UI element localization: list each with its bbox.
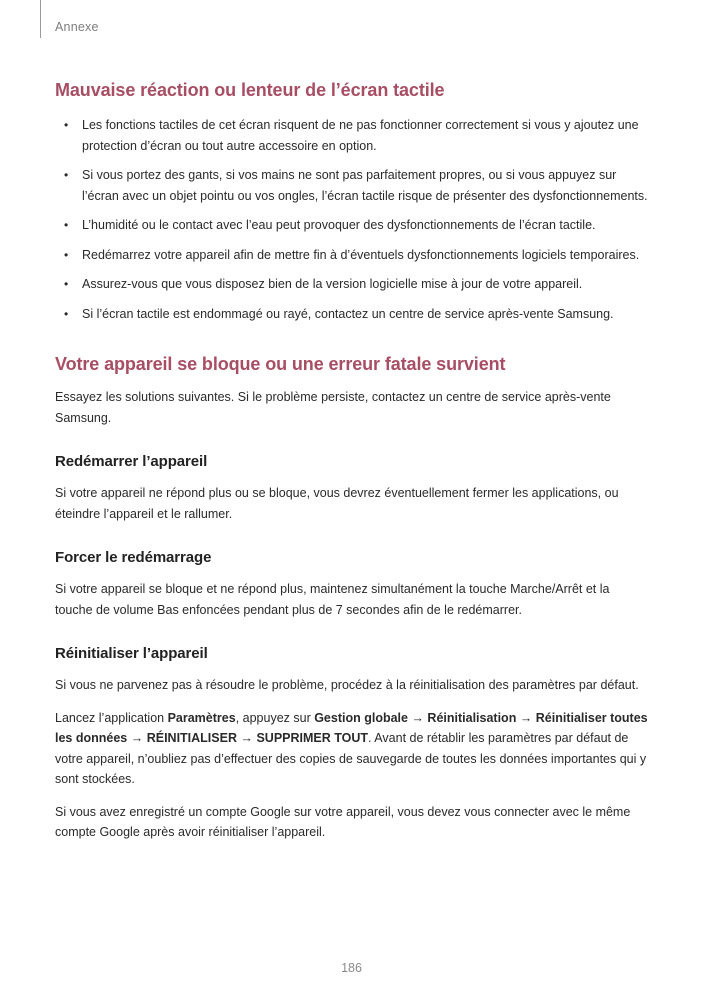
bullet-icon: • — [64, 168, 69, 182]
list-item — [55, 304, 648, 325]
list-item — [55, 245, 648, 266]
page-number: 186 — [341, 961, 362, 975]
list-item-text: Redémarrez votre appareil afin de mettre fin à d’éventuels dysfonctionnements logiciels temporaires. — [82, 247, 640, 262]
bullet-icon: • — [64, 118, 69, 132]
list-item — [55, 165, 648, 206]
bullet-icon: • — [64, 247, 69, 262]
bullet-icon: • — [64, 306, 69, 321]
paragraph: Si votre appareil se bloque et ne répond plus, maintenez simultanément la touche Marche/Arrêt et la touche de volume Bas enfoncées pendant plus de 7 secondes afin de le redémarrer. — [55, 582, 610, 617]
list-item — [55, 274, 648, 295]
header-corner-rule — [40, 0, 41, 38]
touch-issues-list — [55, 115, 648, 324]
list-item-text: Les fonctions tactiles de cet écran risquent de ne pas fonctionner correctement si vous y ajoutez une protection d’écran ou tout autre accessoire en option. — [82, 118, 639, 153]
subsection-title: Redémarrer l’appareil — [55, 453, 208, 470]
list-item — [55, 115, 648, 156]
list-item-text: Si l’écran tactile est endommagé ou rayé, contactez un centre de service après-vente Samsung. — [82, 306, 614, 321]
section-title-touchscreen: Mauvaise réaction ou lenteur de l’écran tactile — [55, 80, 445, 100]
paragraph: Si vous avez enregistré un compte Google sur votre appareil, vous devez vous connecter avec le même compte Google après avoir réinitialiser l’appareil. — [55, 804, 631, 839]
bullet-icon: • — [64, 277, 69, 291]
subsection-title: Réinitialiser l’appareil — [55, 645, 208, 662]
paragraph: Si vous ne parvenez pas à résoudre le problème, procédez à la réinitialisation des paramètres par défaut. — [55, 678, 639, 692]
freeze-intro-paragraph: Essayez les solutions suivantes. Si le problème persiste, contactez un centre de service après-vente Samsung. — [55, 390, 611, 425]
subsections — [55, 453, 648, 843]
list-item-text: L’humidité ou le contact avec l’eau peut provoquer des dysfonctionnements de l’écran tactile. — [82, 218, 596, 232]
list-item-text: Assurez-vous que vous disposez bien de la version logicielle mise à jour de votre appareil. — [82, 277, 583, 291]
subsection-title: Forcer le redémarrage — [55, 549, 212, 566]
paragraph: Lancez l’application Paramètres, appuyez sur Gestion globale → Réinitialisation → Réinitialiser toutes les données → RÉINITIALISER → SUPPRIMER TOUT. Avant de rétablir les paramètres par défaut de votre appareil, n’oubliez pas d’effectuer des copies de sauvegarde de toutes les données importantes qui y sont stockées. — [55, 710, 648, 786]
running-header: Annexe — [55, 20, 99, 34]
list-item — [55, 215, 648, 236]
list-item-text: Si vous portez des gants, si vos mains ne sont pas parfaitement propres, ou si vous appuyez sur l’écran avec un objet pointu ou vos ongles, l’écran tactile risque de présenter des dysfonctionnements. — [82, 168, 648, 203]
bullet-icon: • — [64, 218, 69, 232]
section-title-freeze: Votre appareil se bloque ou une erreur fatale survient — [55, 354, 506, 374]
paragraph: Si votre appareil ne répond plus ou se bloque, vous devrez éventuellement fermer les applications, ou éteindre l’appareil et le rallumer. — [55, 486, 619, 521]
